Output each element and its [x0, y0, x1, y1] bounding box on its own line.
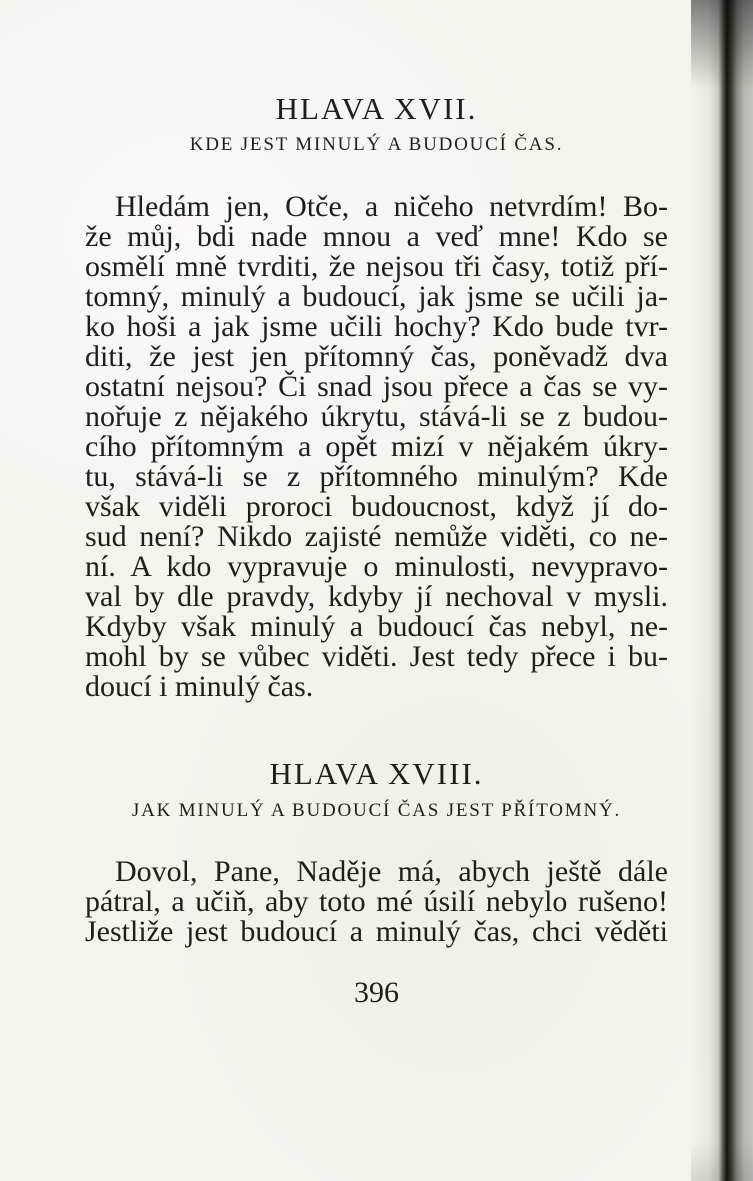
- text-line: ostatní nejsou? Či snad jsou přece a čas se vy-: [85, 370, 668, 403]
- page-edge-shadow: [691, 0, 753, 1181]
- text-line: Hledám jen, Otče, a ničeho netvrdím! Bo-: [115, 190, 668, 223]
- text-line: tomný, minulý a budoucí, jak jsme se učili ja-: [85, 280, 668, 313]
- text-line: nořuje z nějakého úkrytu, stává-li se z budou-: [85, 400, 668, 433]
- chapter-subtitle: JAK MINULÝ A BUDOUCÍ ČAS JEST PŘÍTOMNÝ.: [131, 800, 622, 821]
- text-line: Dovol, Pane, Naděje má, abych ještě dále: [115, 855, 668, 888]
- text-line: sud není? Nikdo zajisté nemůže viděti, co ne-: [85, 520, 668, 553]
- text-line: však viděli proroci budoucnost, když jí do-: [85, 490, 668, 523]
- chapter-heading: HLAVA XVII.: [275, 91, 478, 126]
- text-line: pátral, a učiň, aby toto mé úsilí nebylo rušeno!: [85, 885, 668, 918]
- text-line: cího přítomným a opět mizí v nějakém úkry-: [85, 430, 668, 463]
- text-line: ko hoši a jak jsme učili hochy? Kdo bude tvr-: [85, 310, 668, 343]
- text-line: ní. A kdo vypravuje o minulosti, nevypravo-: [85, 550, 668, 583]
- text-line: mohl by se vůbec viděti. Jest tedy přece i bu-: [85, 640, 668, 673]
- text-line: osmělí mně tvrditi, že nejsou tři časy, totiž pří-: [85, 250, 668, 283]
- text-line: tu, stává-li se z přítomného minulým? Kde: [85, 460, 668, 493]
- text-line: Jestliže jest budoucí a minulý čas, chci věděti: [85, 915, 668, 948]
- chapter-paragraph: [85, 192, 668, 702]
- text-line: Kdyby však minulý a budoucí čas nebyl, ne-: [85, 610, 668, 643]
- chapter-subtitle: KDE JEST MINULÝ A BUDOUCÍ ČAS.: [189, 134, 564, 155]
- chapter-paragraph: [85, 857, 668, 947]
- text-line: že můj, bdi nade mnou a veď mne! Kdo se: [85, 220, 668, 253]
- text-line: diti, že jest jen přítomný čas, poněvadž dva: [85, 340, 668, 373]
- text-line: val by dle pravdy, kdyby jí nechoval v mysli.: [85, 580, 668, 613]
- chapter-heading: HLAVA XVIII.: [269, 756, 484, 791]
- page-number: 396: [354, 976, 399, 1009]
- text-line: doucí i minulý čas.: [85, 670, 314, 703]
